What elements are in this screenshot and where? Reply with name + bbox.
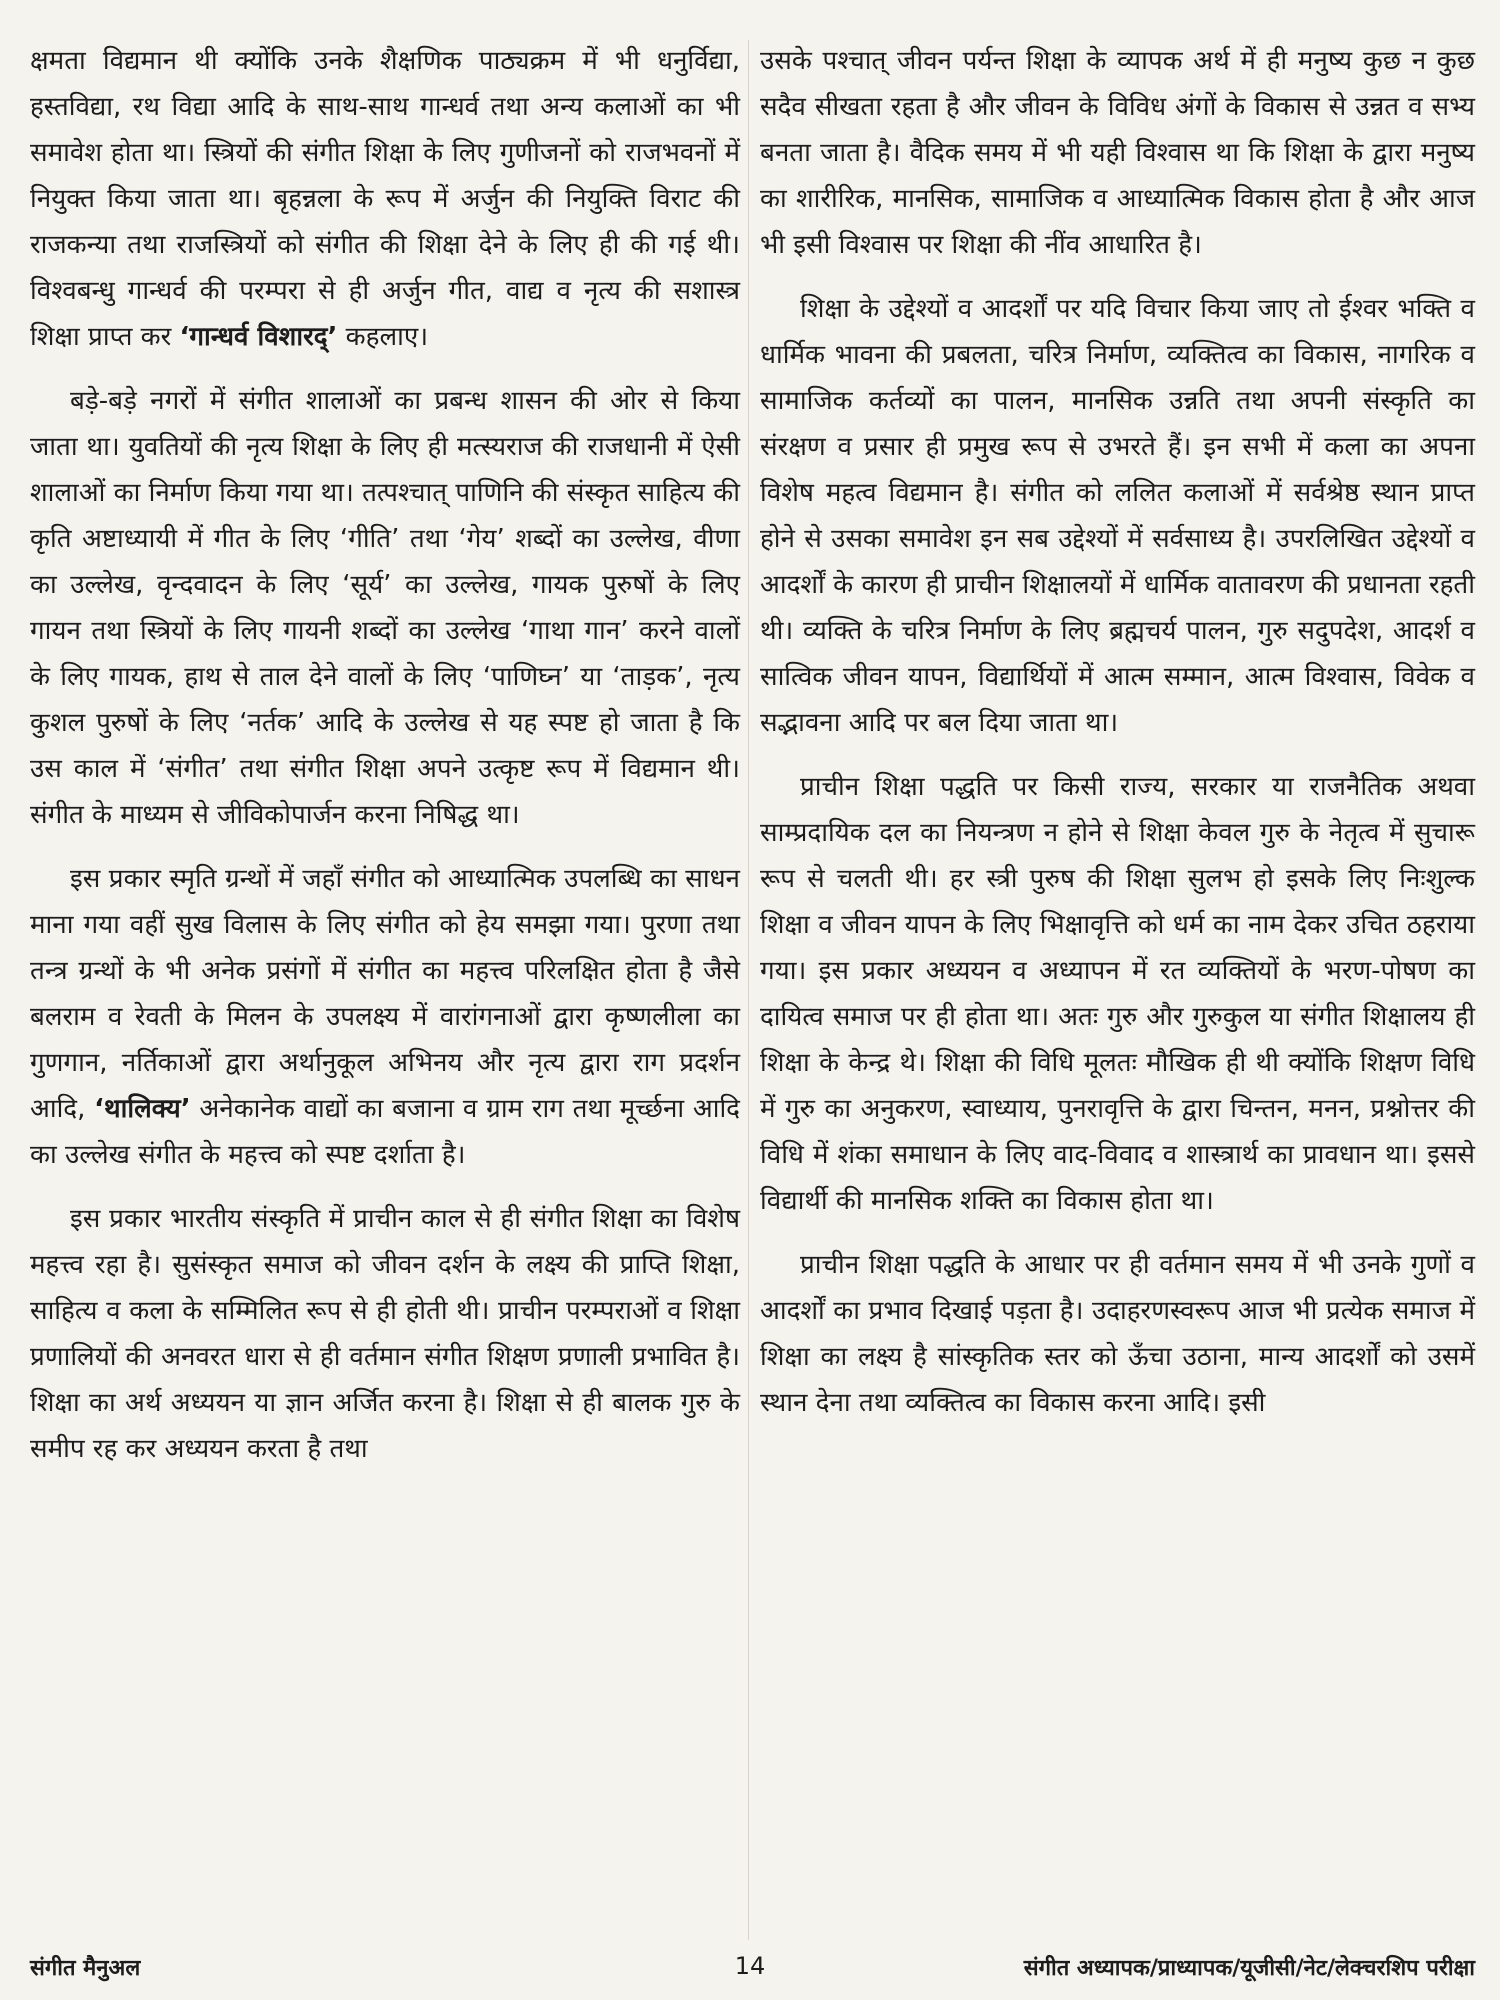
left-p1-end: कहलाए। — [337, 322, 429, 352]
left-column — [30, 38, 740, 1490]
left-paragraph-4: इस प्रकार भारतीय संस्कृति में प्राचीन काल से ही संगीत शिक्षा का विशेष महत्त्व रहा है। सुसंस्कृत समाज को जीवन दर्शन के लक्ष्य की प्राप्ति शिक्षा, साहित्य व कला के सम्मिलित रूप से ही होती थी। प्राचीन परम्पराओं व शिक्षा प्रणालियों की अनवरत धारा से ही वर्तमान संगीत शिक्षण प्रणाली प्रभावित है। शिक्षा का अर्थ अध्ययन या ज्ञान अर्जित करना है। शिक्षा से ही बालक गुरु के समीप रह कर अध्ययन करता है तथा — [30, 1204, 740, 1464]
right-paragraph-3: प्राचीन शिक्षा पद्धति पर किसी राज्य, सरकार या राजनैतिक अथवा साम्प्रदायिक दल का नियन्त्रण न होने से शिक्षा केवल गुरु के नेतृत्व में सुचारू रूप से चलती थी। हर स्त्री पुरुष की शिक्षा सुलभ हो इसके लिए निःशुल्क शिक्षा व जीवन यापन के लिए भिक्षावृत्ति को धर्म का नाम देकर उचित ठहराया गया। इस प्रकार अध्ययन व अध्यापन में रत व्यक्तियों के भरण-पोषण का दायित्व समाज पर ही होता था। अतः गुरु और गुरुकुल या संगीत शिक्षालय ही शिक्षा के केन्द्र थे। शिक्षा की विधि मूलतः मौखिक ही थी क्योंकि शिक्षण विधि में गुरु का अनुकरण, स्वाध्याय, पुनरावृत्ति के द्वारा चिन्तन, मनन, प्रश्नोत्तर की विधि में शंका समाधान के लिए वाद-विवाद व शास्त्रार्थ का प्रावधान था। इससे विद्यार्थी की मानसिक शक्ति का विकास होता था। — [760, 772, 1475, 1216]
right-paragraph-4: प्राचीन शिक्षा पद्धति के आधार पर ही वर्तमान समय में भी उनके गुणों व आदर्शों का प्रभाव दिखाई पड़ता है। उदाहरणस्वरूप आज भी प्रत्येक समाज में शिक्षा का लक्ष्य है सांस्कृतिक स्तर को ऊँचा उठाना, मान्य आदर्शों को उसमें स्थान देना तथा व्यक्तित्व का विकास करना आदि। इसी — [760, 1250, 1475, 1418]
footer-exam-title: संगीत अध्यापक/प्राध्यापक/यूजीसी/नेट/लेक्चरशिप परीक्षा — [1023, 1956, 1475, 1981]
left-paragraph-3 — [30, 856, 740, 1178]
left-paragraph-1 — [30, 38, 740, 360]
column-divider — [748, 40, 749, 1940]
left-p1-bold-term: ‘गान्धर्व विशारद्’ — [179, 322, 338, 352]
page-footer — [0, 1952, 1500, 1992]
footer-book-title: संगीत मैनुअल — [30, 1956, 141, 1981]
left-paragraph-2: बड़े-बड़े नगरों में संगीत शालाओं का प्रबन्ध शासन की ओर से किया जाता था। युवतियों की नृत्य शिक्षा के लिए ही मत्स्यराज की राजधानी में ऐसी शालाओं का निर्माण किया गया था। तत्पश्चात् पाणिनि की संस्कृत साहित्य की कृति अष्टाध्यायी में गीत के लिए ‘गीति’ तथा ‘गेय’ शब्दों का उल्लेख, वीणा का उल्लेख, वृन्दवादन के लिए ‘सूर्य’ का उल्लेख, गायक पुरुषों के लिए गायन तथा स्त्रियों के लिए गायनी शब्दों का उल्लेख ‘गाथा गान’ करने वालों के लिए गायक, हाथ से ताल देने वालों के लिए ‘पाणिघ्न’ या ‘ताड़क’, नृत्य कुशल पुरुषों के लिए ‘नर्तक’ आदि के उल्लेख से यह स्पष्ट हो जाता है कि उस काल में ‘संगीत’ तथा संगीत शिक्षा अपने उत्कृष्ट रूप में विद्यमान थी। संगीत के माध्यम से जीविकोपार्जन करना निषिद्ध था। — [30, 386, 741, 830]
right-column — [760, 38, 1475, 1444]
left-p1-text: क्षमता विद्यमान थी क्योंकि उनके शैक्षणिक पाठ्यक्रम में भी धनुर्विद्या, हस्तविद्या, रथ विद्या आदि के साथ-साथ गान्धर्व तथा अन्य कलाओं का भी समावेश होता था। स्त्रियों की संगीत शिक्षा के लिए गुणीजनों को राजभवनों में नियुक्त किया जाता था। बृहन्नला के रूप में अर्जुन की नियुक्ति विराट की राजकन्या तथा राजस्त्रियों को संगीत की शिक्षा देने के लिए ही की गई थी। विश्वबन्धु गान्धर्व की परम्परा से ही अर्जुन गीत, वाद्य व नृत्य की सशास्त्र शिक्षा प्राप्त कर — [30, 46, 740, 352]
left-p3-bold-term: ‘थालिक्य’ — [94, 1094, 191, 1124]
right-paragraph-2: शिक्षा के उद्देश्यों व आदर्शों पर यदि विचार किया जाए तो ईश्वर भक्ति व धार्मिक भावना की प्रबलता, चरित्र निर्माण, व्यक्तित्व का विकास, नागरिक व सामाजिक कर्तव्यों का पालन, मानसिक उन्नति तथा अपनी संस्कृति का संरक्षण व प्रसार ही प्रमुख रूप से उभरते हैं। इन सभी में कला का अपना विशेष महत्व विद्यमान है। संगीत को ललित कलाओं में सर्वश्रेष्ठ स्थान प्राप्त होने से उसका समावेश इन सब उद्देश्यों में सर्वसाध्य है। उपरलिखित उद्देश्यों व आदर्शों के कारण ही प्राचीन शिक्षालयों में धार्मिक वातावरण की प्रधानता रहती थी। व्यक्ति के चरित्र निर्माण के लिए ब्रह्मचर्य पालन, गुरु सदुपदेश, आदर्श व सात्विक जीवन यापन, विद्यार्थियों में आत्म सम्मान, आत्म विश्वास, विवेक व सद्भावना आदि पर बल दिया जाता था। — [760, 294, 1475, 738]
right-paragraph-1: उसके पश्चात् जीवन पर्यन्त शिक्षा के व्यापक अर्थ में ही मनुष्य कुछ न कुछ सदैव सीखता रहता है और जीवन के विविध अंगों के विकास से उन्नत व सभ्य बनता जाता है। वैदिक समय में भी यही विश्वास था कि शिक्षा के द्वारा मनुष्य का शारीरिक, मानसिक, सामाजिक व आध्यात्मिक विकास होता है और आज भी इसी विश्वास पर शिक्षा की नींव आधारित है। — [760, 46, 1475, 260]
left-p3-start: इस प्रकार स्मृति ग्रन्थों में जहाँ संगीत को आध्यात्मिक उपलब्धि का साधन माना गया वहीं सुख विलास के लिए संगीत को हेय समझा गया। पुरणा तथा तन्त्र ग्रन्थों के भी अनेक प्रसंगों में संगीत का महत्त्व परिलक्षित होता है जैसे बलराम व रेवती के मिलन के उपलक्ष्य में वारांगनाओं द्वारा कृष्णलीला का गुणगान, नर्तिकाओं द्वारा अर्थानुकूल अभिनय और नृत्य द्वारा राग प्रदर्शन आदि, — [30, 864, 740, 1124]
page-number: 14 — [734, 1952, 766, 1980]
left-p3-end: अनेकानेक वाद्यों का बजाना व ग्राम राग तथा मूर्च्छना आदि का उल्लेख संगीत के महत्त्व को स्पष्ट दर्शाता है। — [30, 1094, 740, 1170]
